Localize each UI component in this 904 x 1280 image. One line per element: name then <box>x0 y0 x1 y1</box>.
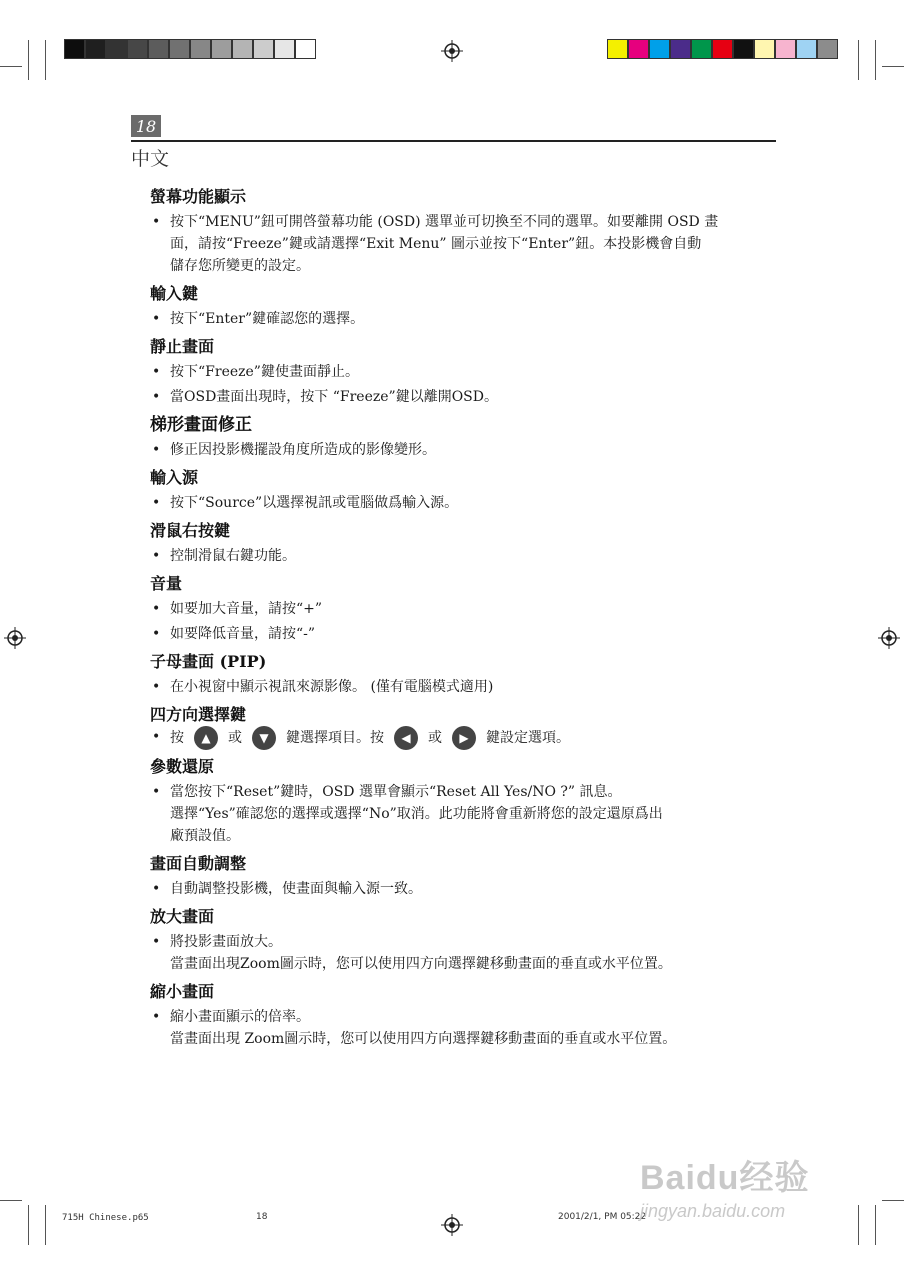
color-swatch <box>670 39 691 59</box>
registration-mark-icon <box>878 627 900 649</box>
list-item-continuation: 儲存您所變更的設定。 <box>170 258 310 274</box>
section-title: 音量 <box>150 574 183 593</box>
registration-mark-icon <box>441 1214 463 1236</box>
gray-swatch <box>169 39 190 59</box>
color-swatch <box>733 39 754 59</box>
up-arrow-icon: ▲ <box>194 726 218 750</box>
nav-keys-section <box>150 704 760 750</box>
nav-text: 或 <box>428 730 442 746</box>
list-item-continuation: 當畫面出現Zoom圖示時，您可以使用四方向選擇鍵移動畫面的垂直或水平位置。 <box>170 956 672 972</box>
footer-page: 18 <box>256 1212 268 1222</box>
right-arrow-icon: ▶ <box>452 726 476 750</box>
gray-swatch <box>211 39 232 59</box>
gray-swatch <box>232 39 253 59</box>
crop-mark <box>0 66 22 67</box>
manual-section <box>150 981 760 1050</box>
language-label: 中文 <box>131 148 170 170</box>
color-swatch <box>817 39 838 59</box>
section-list <box>150 756 760 1050</box>
crop-mark <box>0 1200 22 1201</box>
section-title: 參數還原 <box>150 757 215 776</box>
manual-section <box>150 283 760 330</box>
nav-text: 或 <box>228 730 242 746</box>
manual-section <box>150 651 760 698</box>
gray-swatch <box>85 39 106 59</box>
manual-section <box>150 573 760 645</box>
nav-text: 鍵設定選項。 <box>486 730 570 746</box>
watermark-url: jingyan.baidu.com <box>640 1201 786 1221</box>
down-arrow-icon: ▼ <box>252 726 276 750</box>
manual-section <box>150 520 760 567</box>
list-item: • 控制滑鼠右鍵功能。 <box>150 545 760 567</box>
gray-swatch <box>190 39 211 59</box>
list-item: • 將投影畫面放大。 <box>150 931 760 953</box>
gray-swatch <box>106 39 127 59</box>
manual-content <box>150 180 760 1050</box>
list-item: • 按下“MENU”鈕可開啓螢幕功能 (OSD) 選單並可切換至不同的選單。如要離開 OSD 畫 <box>150 211 760 233</box>
list-item-continuation: 選擇“Yes”確認您的選擇或選擇“No”取消。此功能將會重新將您的設定還原爲出 <box>170 806 663 822</box>
gray-swatch <box>295 39 316 59</box>
crop-mark <box>28 1205 29 1245</box>
left-arrow-icon: ◀ <box>394 726 418 750</box>
crop-mark <box>875 1205 876 1245</box>
crop-mark <box>875 40 876 80</box>
section-title: 螢幕功能顯示 <box>150 187 247 206</box>
gray-swatch <box>253 39 274 59</box>
section-title: 畫面自動調整 <box>150 854 247 873</box>
header-rule <box>131 140 776 142</box>
list-item: • 如要加大音量，請按“+” <box>150 598 760 620</box>
manual-section <box>150 414 760 461</box>
list-item: • 修正因投影機擺設角度所造成的影像變形。 <box>150 439 760 461</box>
list-item: • 自動調整投影機，使畫面與輸入源一致。 <box>150 878 760 900</box>
crop-mark <box>858 1205 859 1245</box>
section-list <box>150 186 760 698</box>
list-item: • 按下“Freeze”鍵使畫面靜止。 <box>150 361 760 383</box>
section-title: 四方向選擇鍵 <box>150 705 247 724</box>
list-item: • 縮小畫面顯示的倍率。 <box>150 1006 760 1028</box>
crop-mark <box>882 66 904 67</box>
section-title: 靜止畫面 <box>150 337 215 356</box>
color-swatch <box>796 39 817 59</box>
list-item: • 在小視窗中顯示視訊來源影像。 (僅有電腦模式適用) <box>150 676 760 698</box>
color-swatch <box>628 39 649 59</box>
gray-swatch <box>64 39 85 59</box>
registration-mark-icon <box>441 40 463 62</box>
list-item: • 按下“Source”以選擇視訊或電腦做爲輸入源。 <box>150 492 760 514</box>
nav-text: 鍵選擇項目。按 <box>286 730 384 746</box>
list-item: • 如要降低音量，請按“-” <box>150 623 760 645</box>
manual-section <box>150 756 760 847</box>
color-swatch <box>649 39 670 59</box>
watermark-brand: Baidu经验 <box>640 1159 810 1197</box>
gray-swatch <box>127 39 148 59</box>
section-title: 梯形畫面修正 <box>150 415 252 435</box>
manual-section <box>150 853 760 900</box>
crop-mark <box>45 1205 46 1245</box>
manual-section <box>150 336 760 408</box>
section-title: 縮小畫面 <box>150 982 215 1001</box>
gray-swatch <box>274 39 295 59</box>
footer-date: 2001/2/1, PM 05:22 <box>558 1212 647 1222</box>
crop-mark <box>45 40 46 80</box>
section-title: 子母畫面 (PIP) <box>150 652 267 671</box>
footer-filename: 715H Chinese.p65 <box>62 1213 149 1223</box>
list-item-continuation: 當畫面出現 Zoom圖示時，您可以使用四方向選擇鍵移動畫面的垂直或水平位置。 <box>170 1031 677 1047</box>
list-item-continuation: 廠預設值。 <box>170 828 240 844</box>
list-item: • 按下“Enter”鍵確認您的選擇。 <box>150 308 760 330</box>
gray-swatch <box>148 39 169 59</box>
page-number: 18 <box>135 116 157 136</box>
section-title: 滑鼠右按鍵 <box>150 521 231 540</box>
color-swatch <box>691 39 712 59</box>
baidu-watermark <box>640 1150 809 1222</box>
nav-text: • 按 <box>170 730 184 746</box>
color-swatch <box>775 39 796 59</box>
manual-section <box>150 467 760 514</box>
color-swatch <box>607 39 628 59</box>
manual-section <box>150 186 760 277</box>
list-item <box>150 726 760 750</box>
list-item: • 當OSD畫面出現時，按下 “Freeze”鍵以離開OSD。 <box>150 386 760 408</box>
list-item-continuation: 面，請按“Freeze”鍵或請選擇“Exit Menu” 圖示並按下“Enter”鈕。本投影機會自動 <box>170 236 702 252</box>
section-title: 放大畫面 <box>150 907 215 926</box>
list-item: • 當您按下“Reset”鍵時，OSD 選單會顯示“Reset All Yes/NO ?” 訊息。 <box>150 781 760 803</box>
manual-section <box>150 906 760 975</box>
color-swatch <box>754 39 775 59</box>
section-title: 輸入源 <box>150 468 199 487</box>
section-title: 輸入鍵 <box>150 284 199 303</box>
crop-mark <box>882 1200 904 1201</box>
color-swatch <box>712 39 733 59</box>
registration-mark-icon <box>4 627 26 649</box>
page-number-box <box>131 115 161 137</box>
crop-mark <box>28 40 29 80</box>
crop-mark <box>858 40 859 80</box>
